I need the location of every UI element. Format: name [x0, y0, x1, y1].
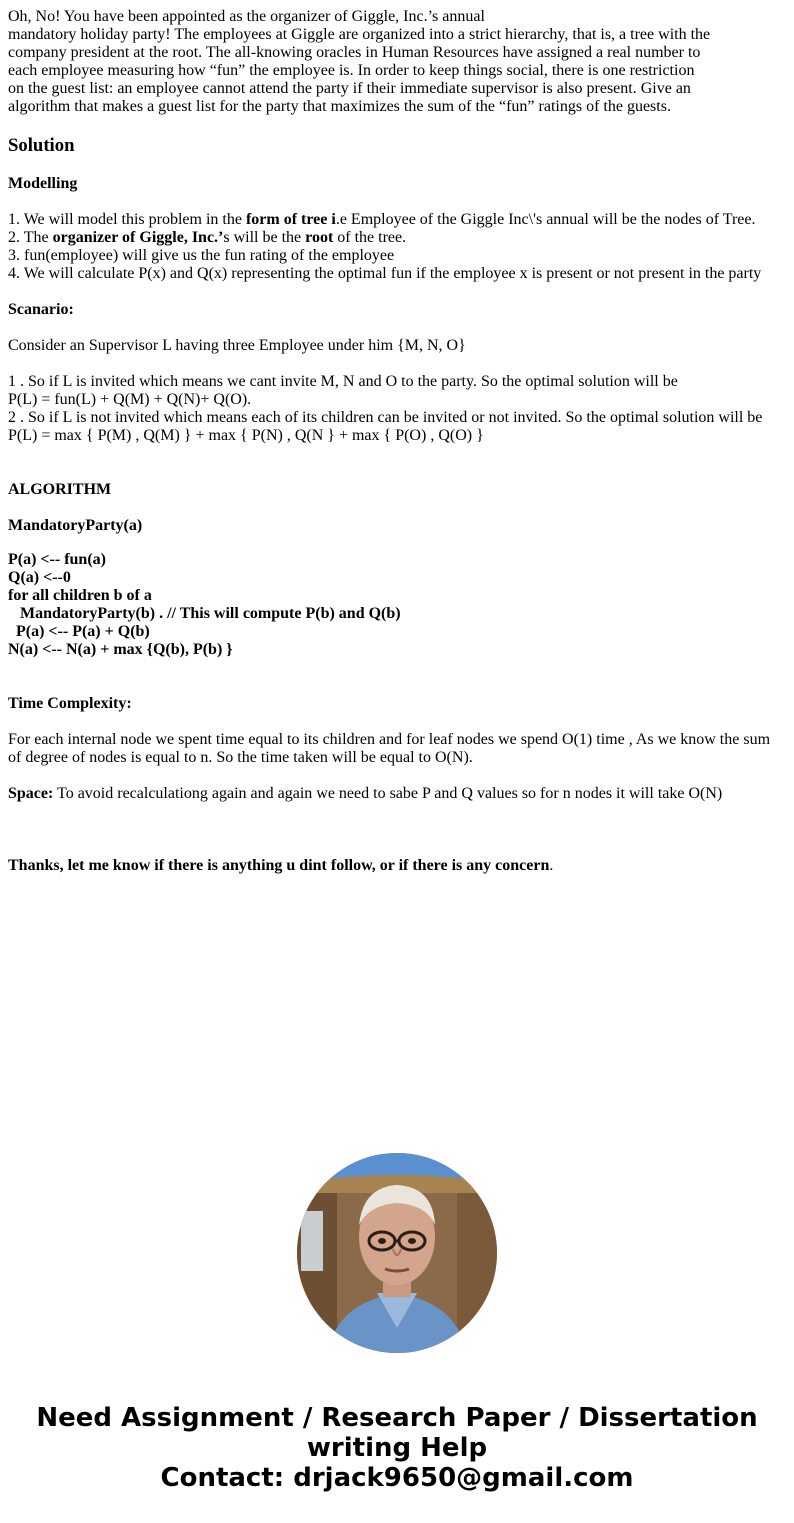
modelling-heading-text: Modelling — [8, 175, 78, 192]
space-text: To avoid recalculationg again and again we need to sabe P and Q values so for n nodes it will take O(N) — [53, 785, 723, 802]
solution-heading: Solution — [8, 135, 75, 156]
algorithm-name: MandatoryParty(a) — [8, 517, 143, 534]
space-label: Space: — [8, 785, 54, 802]
space-complexity — [8, 785, 786, 803]
text-run: s will be the — [223, 229, 306, 246]
closing-note-tail: . — [549, 857, 554, 874]
closing-note — [8, 857, 786, 875]
question-line: on the guest list: an employee cannot attend the party if their immediate supervisor is also present. Give an — [8, 80, 691, 97]
question-line: algorithm that makes a guest list for the party that maximizes the sum of the “fun” ratings of the guests. — [8, 98, 671, 115]
text-run-bold: form of tree i — [245, 211, 336, 228]
promo-contact: Contact: drjack9650@gmail.com — [160, 1463, 634, 1493]
algorithm-line: P(a) <-- P(a) + Q(b) — [16, 623, 150, 640]
modelling-item-1 — [8, 211, 786, 229]
text-run: of the tree. — [333, 229, 407, 246]
author-avatar — [297, 1153, 497, 1353]
promo-banner — [0, 1403, 794, 1493]
question-line: Oh, No! You have been appointed as the organizer of Giggle, Inc.’s annual — [8, 8, 485, 25]
modelling-item-4: 4. We will calculate P(x) and Q(x) representing the optimal fun if the employee x is present or not present in the party — [8, 265, 762, 282]
algorithm-line: P(a) <-- fun(a) — [8, 551, 106, 568]
text-run: 2. The — [8, 229, 53, 246]
scenario-heading — [8, 301, 786, 319]
scenario-case-1-formula: P(L) = fun(L) + Q(M) + Q(N)+ Q(O). — [8, 391, 252, 408]
promo-line-1: Need Assignment / Research Paper / Dissertation — [36, 1403, 758, 1433]
text-run: .e Employee of the Giggle Inc\'s annual will be the nodes of Tree. — [335, 211, 756, 228]
algorithm-line: Q(a) <--0 — [8, 569, 71, 586]
complexity-heading — [8, 695, 786, 713]
text-run: 1. We will model this problem in the — [8, 211, 246, 228]
modelling-heading — [8, 175, 786, 193]
closing-note-bold: Thanks, let me know if there is anything u dint follow, or if there is any concern — [8, 857, 550, 874]
text-run-bold: root — [305, 229, 334, 246]
algorithm-heading: ALGORITHM — [8, 481, 112, 498]
algorithm-line: N(a) <-- N(a) + max {Q(b), P(b) } — [8, 641, 233, 658]
scenario-intro: Consider an Supervisor L having three Employee under him {M, N, O} — [8, 337, 466, 354]
algorithm-line: MandatoryParty(b) . // This will compute P(b) and Q(b) — [20, 605, 401, 622]
scenario-case-2: 2 . So if L is not invited which means each of its children can be invited or not invited. So the optimal solution will be — [8, 409, 763, 426]
scenario-case-1: 1 . So if L is invited which means we cant invite M, N and O to the party. So the optimal solution will be — [8, 373, 678, 390]
modelling-item-2 — [8, 229, 786, 247]
scenario-case-2-formula: P(L) = max { P(M) , Q(M) } + max { P(N) , Q(N } + max { P(O) , Q(O) } — [8, 427, 484, 444]
question-line: mandatory holiday party! The employees at Giggle are organized into a strict hierarchy, that is, a tree with the — [8, 26, 711, 43]
question-line: each employee measuring how “fun” the employee is. In order to keep things social, there is one restriction — [8, 62, 695, 79]
promo-line-2: writing Help — [306, 1433, 488, 1463]
complexity-heading-text: Time Complexity: — [8, 695, 132, 712]
author-photo — [297, 1153, 497, 1353]
question-line: company president at the root. The all-knowing oracles in Human Resources have assigned a real number to — [8, 44, 701, 61]
text-run-bold: organizer of Giggle, Inc.’ — [52, 229, 224, 246]
scenario-heading-text: Scanario: — [8, 301, 74, 318]
complexity-text: For each internal node we spent time equal to its children and for leaf nodes we spend O(1) time , As we know the sum of degree of nodes is equal to n. So the time taken will be equal to O(N). — [8, 731, 771, 766]
modelling-item-3: 3. fun(employee) will give us the fun rating of the employee — [8, 247, 395, 264]
question-text — [8, 8, 786, 116]
answer-content — [8, 8, 786, 875]
algorithm-line: for all children b of a — [8, 587, 152, 604]
